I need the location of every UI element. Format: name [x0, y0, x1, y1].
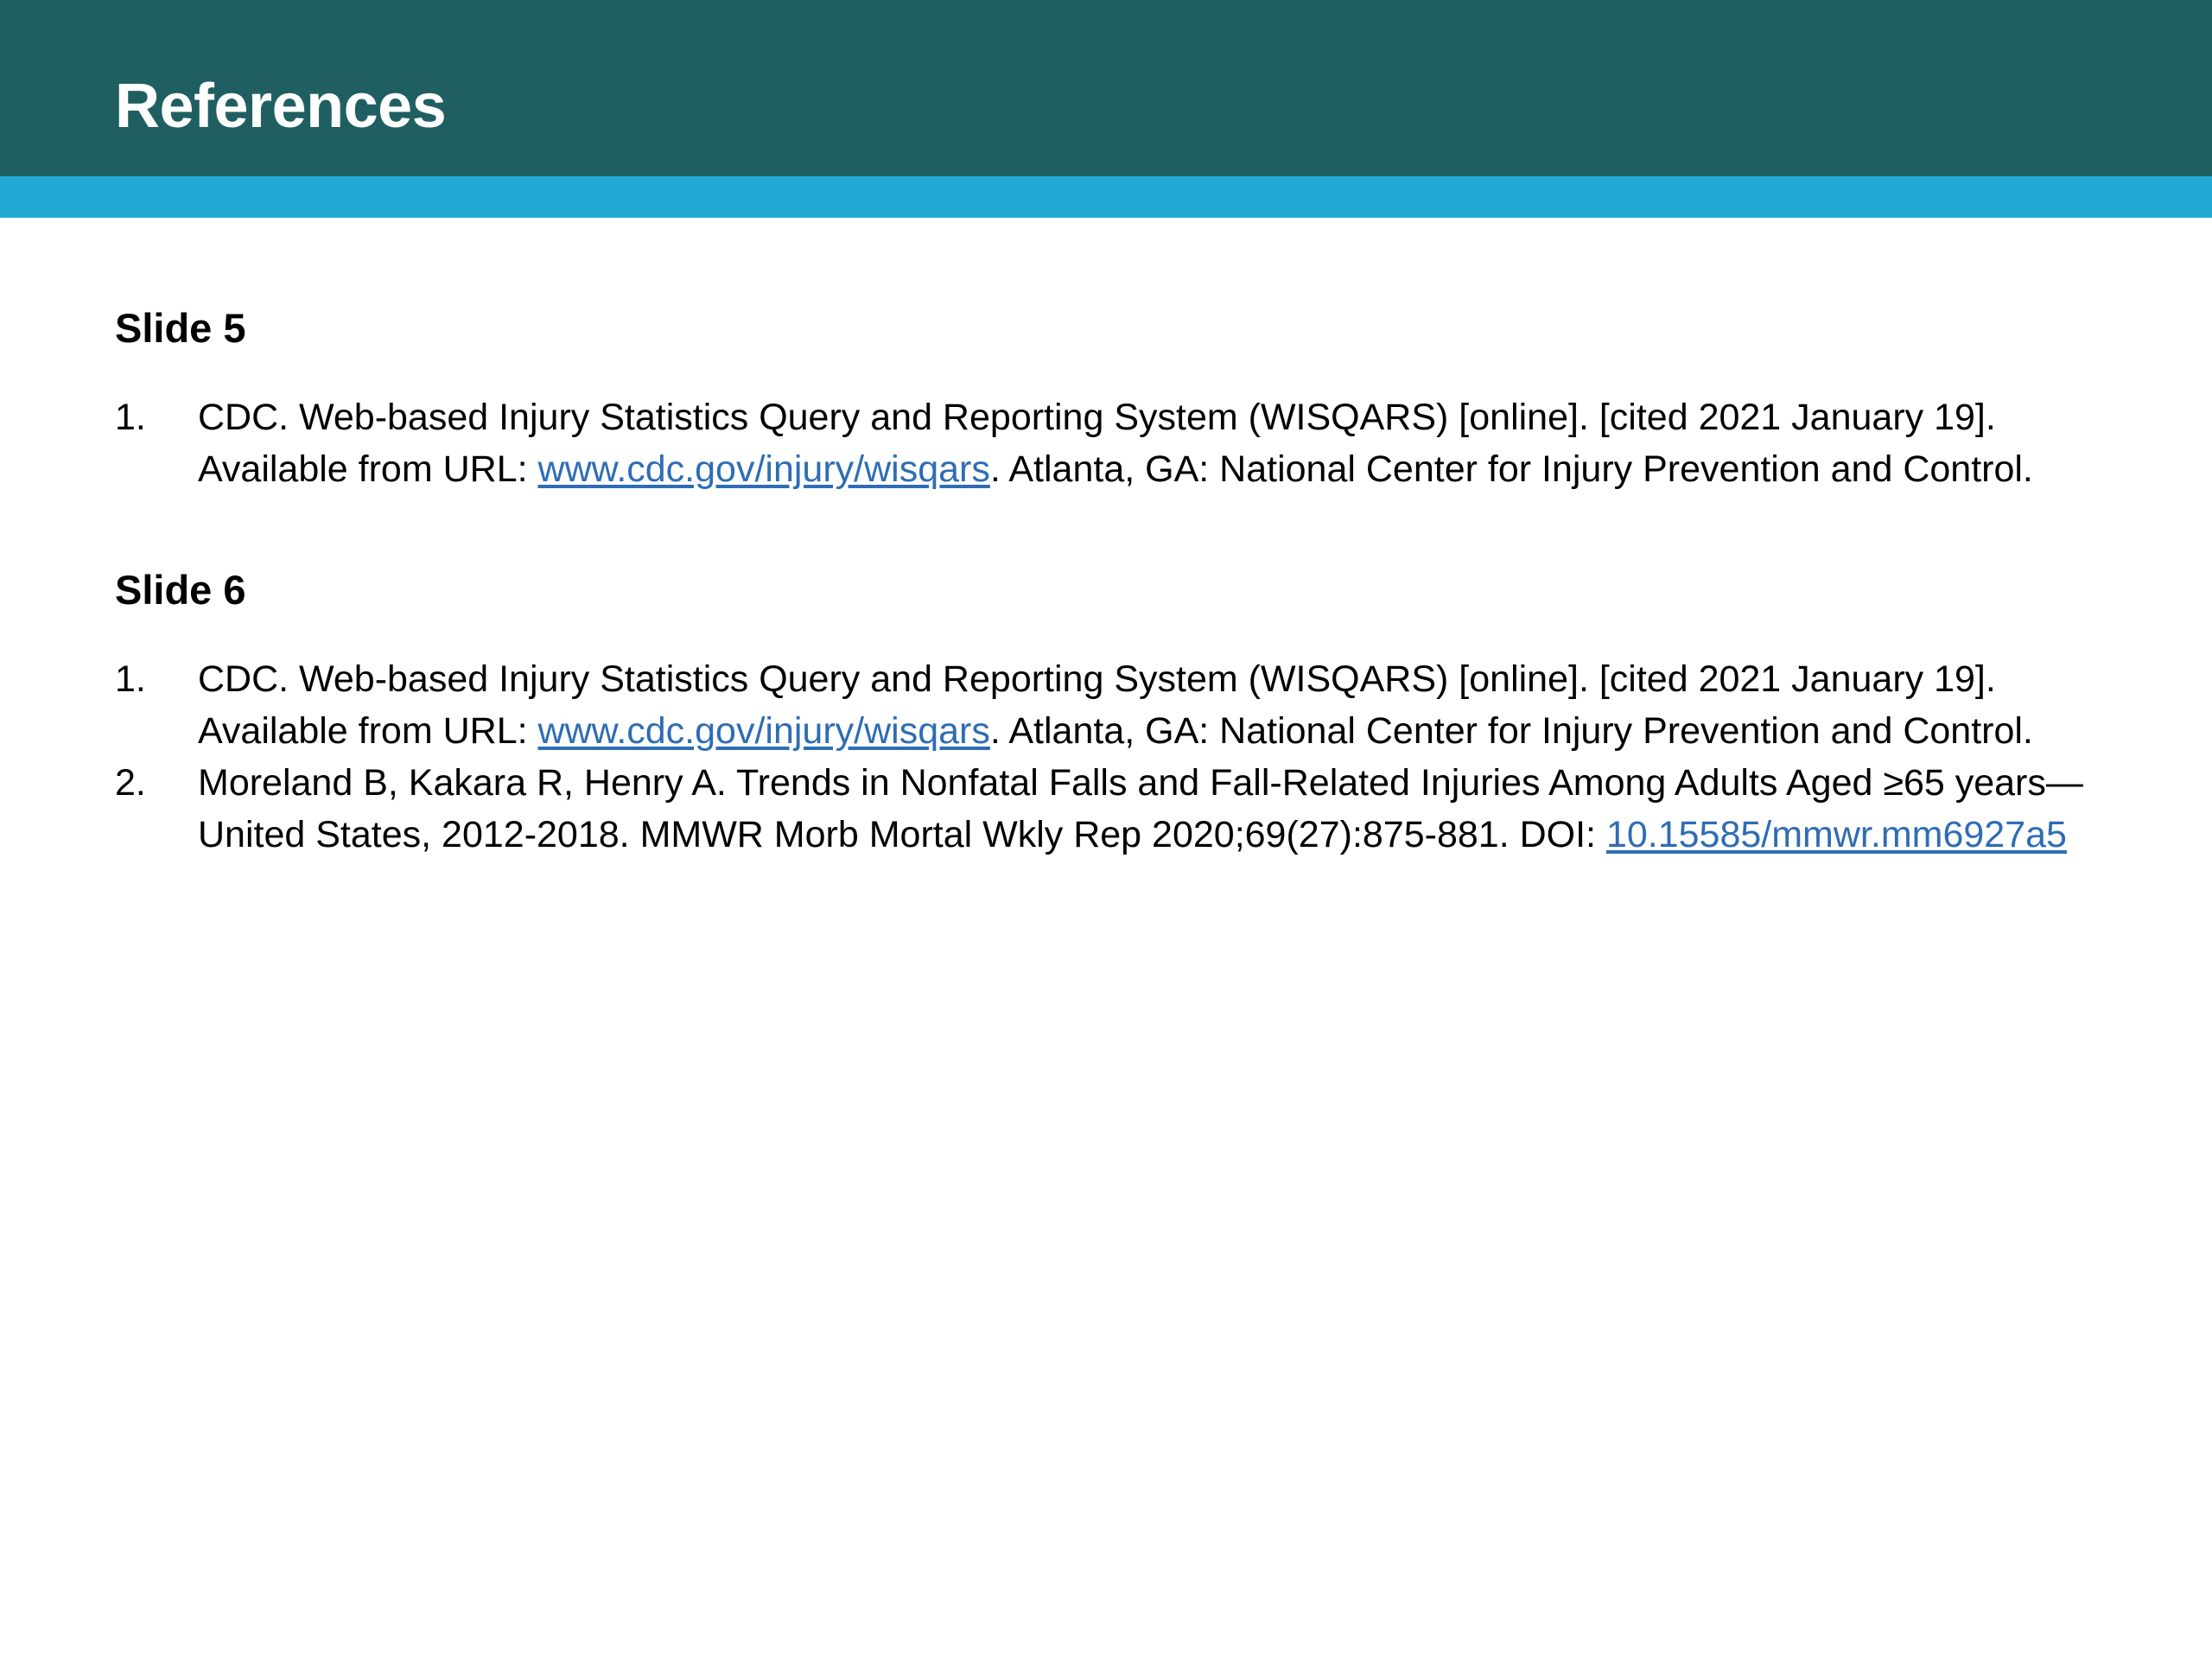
reference-item	[115, 653, 2102, 757]
reference-text-before: CDC. Web-based Injury Statistics Query and Reporting System (WISQARS) [online]. [cited 2021 January 19]. Available from URL:	[198, 658, 1996, 752]
section-heading: Slide 5	[115, 305, 246, 351]
reference-number: 2.	[115, 762, 146, 804]
section-heading: Slide 6	[115, 567, 246, 613]
reference-text-before: Moreland B, Kakara R, Henry A. Trends in Nonfatal Falls and Fall-Related Injuries Among Adults Aged ≥65 years—United States, 2012-2018. MMWR Morb Mortal Wkly Rep 2020;69(27):875-881. DOI:	[198, 762, 2083, 855]
accent-stripe	[0, 176, 2212, 218]
page-title: References	[115, 72, 447, 141]
reference-text-after: . Atlanta, GA: National Center for Injury Prevention and Control.	[989, 710, 2033, 752]
reference-list	[115, 391, 2102, 495]
reference-list	[115, 653, 2102, 861]
reference-text	[198, 757, 2102, 861]
references-content	[115, 298, 2102, 861]
reference-doi-link[interactable]: 10.15585/mmwr.mm6927a5	[1605, 814, 2067, 855]
reference-text-before: CDC. Web-based Injury Statistics Query and Reporting System (WISQARS) [online]. [cited 2021 January 19]. Available from URL:	[198, 397, 1996, 490]
reference-link[interactable]: www.cdc.gov/injury/wisqars	[537, 710, 990, 752]
title-bar	[0, 0, 2212, 176]
reference-item	[115, 757, 2102, 861]
reference-text	[198, 391, 2102, 495]
reference-link[interactable]: www.cdc.gov/injury/wisqars	[537, 448, 990, 490]
reference-item	[115, 391, 2102, 495]
reference-number: 1.	[115, 658, 146, 700]
reference-text	[198, 653, 2102, 757]
section-slide-6	[115, 560, 2102, 861]
section-slide-5	[115, 298, 2102, 495]
reference-text-after: . Atlanta, GA: National Center for Injury Prevention and Control.	[989, 448, 2033, 490]
reference-number: 1.	[115, 397, 146, 438]
